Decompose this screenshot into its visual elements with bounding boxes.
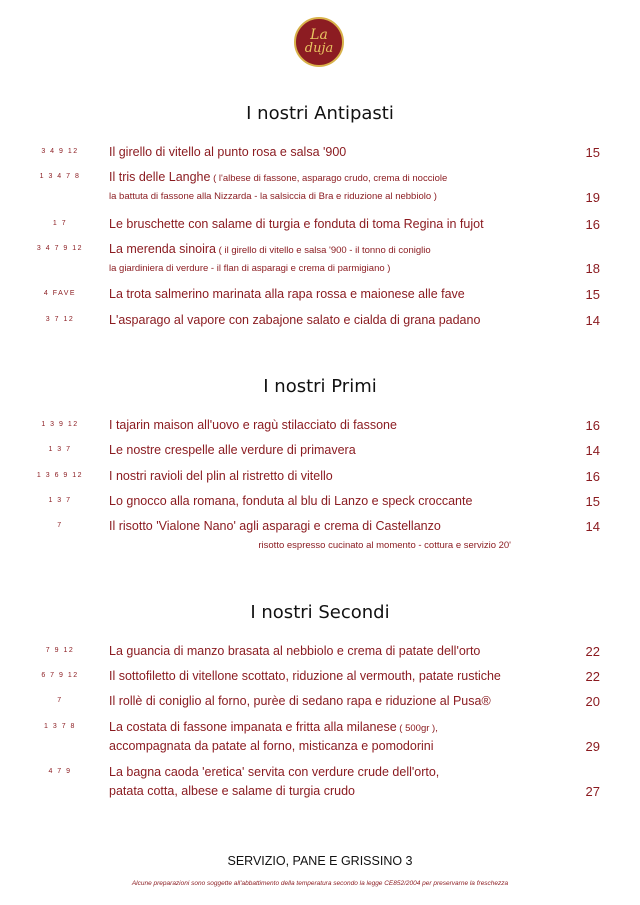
legal-note: Alcune preparazioni sono soggette all'abbattimento della temperatura secondo la legge CE852/2004 per preservarne la freschezza xyxy=(131,880,509,887)
allergen-codes: 6 7 9 12 xyxy=(41,672,79,679)
dish-price: 15 xyxy=(585,494,600,509)
section-title-antipasti: I nostri Antipasti xyxy=(246,103,394,124)
allergen-codes: 3 4 7 9 12 xyxy=(36,245,84,252)
dish-name: Lo gnocco alla romana, fonduta al blu di Lanzo e speck croccante xyxy=(109,494,473,508)
dish-price: 19 xyxy=(585,190,600,205)
dish-note: ( il girello di vitello e salsa '900 - il tonno di coniglio xyxy=(216,245,431,256)
allergen-codes: 4 7 9 xyxy=(48,768,72,775)
dish-price: 15 xyxy=(585,145,600,160)
dish-price: 16 xyxy=(585,469,600,484)
allergen-codes: 7 xyxy=(57,522,63,529)
dish-title: La costata di fassone impanata e fritta alla milanese xyxy=(109,720,397,734)
logo-text-line2: duja xyxy=(304,41,334,56)
allergen-codes: 7 9 12 xyxy=(45,647,75,654)
allergen-codes: 4 FAVE xyxy=(43,290,77,297)
dish-price: 20 xyxy=(585,694,600,709)
allergen-codes: 1 3 9 12 xyxy=(41,421,79,428)
dish-price: 16 xyxy=(585,217,600,232)
allergen-codes: 7 xyxy=(57,697,63,704)
dish-price: 16 xyxy=(585,418,600,433)
dish-price: 14 xyxy=(585,313,600,328)
allergen-codes: 1 3 7 xyxy=(48,446,72,453)
dish-description: risotto espresso cucinato al momento - cottura e servizio 20' xyxy=(258,540,511,551)
dish-name xyxy=(109,170,569,184)
dish-description: accompagnata da patate al forno, misticanza e pomodorini xyxy=(109,739,434,753)
dish-note: ( l'albese di fassone, asparago crudo, crema di nocciole xyxy=(210,173,448,184)
dish-description: la battuta di fassone alla Nizzarda - la salsiccia di Bra e riduzione al nebbiolo ) xyxy=(109,191,437,202)
dish-name: La bagna caoda 'eretica' servita con verdure crude dell'orto, xyxy=(109,765,440,779)
allergen-codes: 1 3 6 9 12 xyxy=(36,472,84,479)
allergen-codes: 1 7 xyxy=(52,220,68,227)
allergen-codes: 3 4 9 12 xyxy=(41,148,79,155)
allergen-codes: 1 3 7 xyxy=(48,497,72,504)
dish-price: 27 xyxy=(585,784,600,799)
dish-name: I nostri ravioli del plin al ristretto di vitello xyxy=(109,469,333,483)
dish-name: Il rollè di coniglio al forno, purèe di sedano rapa e riduzione al Pusa® xyxy=(109,694,491,708)
dish-name: La trota salmerino marinata alla rapa rossa e maionese alle fave xyxy=(109,287,465,301)
allergen-codes: 3 7 12 xyxy=(45,316,75,323)
service-charge-title: SERVIZIO, PANE E GRISSINO 3 xyxy=(227,854,413,868)
dish-name: L'asparago al vapore con zabajone salato e cialda di grana padano xyxy=(109,313,481,327)
dish-name: Le bruschette con salame di turgia e fonduta di toma Regina in fujot xyxy=(109,217,484,231)
dish-price: 22 xyxy=(585,644,600,659)
dish-name: Il girello di vitello al punto rosa e salsa '900 xyxy=(109,145,347,159)
dish-note: ( 500gr ), xyxy=(396,723,438,734)
dish-title: La merenda sinoira xyxy=(109,242,217,256)
dish-name: Il risotto 'Vialone Nano' agli asparagi e crema di Castellanzo xyxy=(109,519,441,533)
dish-title: Il tris delle Langhe xyxy=(109,170,211,184)
dish-name: Il sottofiletto di vitellone scottato, riduzione al vermouth, patate rustiche xyxy=(109,669,501,683)
allergen-codes: 1 3 4 7 8 xyxy=(39,173,81,180)
allergen-codes: 1 3 7 8 xyxy=(44,723,76,730)
dish-price: 14 xyxy=(585,519,600,534)
dish-name xyxy=(109,720,569,734)
dish-name: La guancia di manzo brasata al nebbiolo e crema di patate dell'orto xyxy=(109,644,481,658)
dish-description: patata cotta, albese e salame di turgia crudo xyxy=(109,784,355,798)
logo-text-line1: La xyxy=(310,27,328,43)
dish-name: Le nostre crespelle alle verdure di primavera xyxy=(109,443,356,457)
section-title-secondi: I nostri Secondi xyxy=(250,602,390,623)
dish-description: la giardiniera di verdure - il flan di asparagi e crema di parmigiano ) xyxy=(109,263,391,274)
restaurant-logo xyxy=(294,17,344,67)
dish-price: 22 xyxy=(585,669,600,684)
dish-price: 29 xyxy=(585,739,600,754)
dish-name: I tajarin maison all'uovo e ragù stilacciato di fassone xyxy=(109,418,397,432)
dish-price: 14 xyxy=(585,443,600,458)
dish-price: 15 xyxy=(585,287,600,302)
section-title-primi: I nostri Primi xyxy=(263,376,377,397)
dish-price: 18 xyxy=(585,261,600,276)
dish-name xyxy=(109,242,569,256)
